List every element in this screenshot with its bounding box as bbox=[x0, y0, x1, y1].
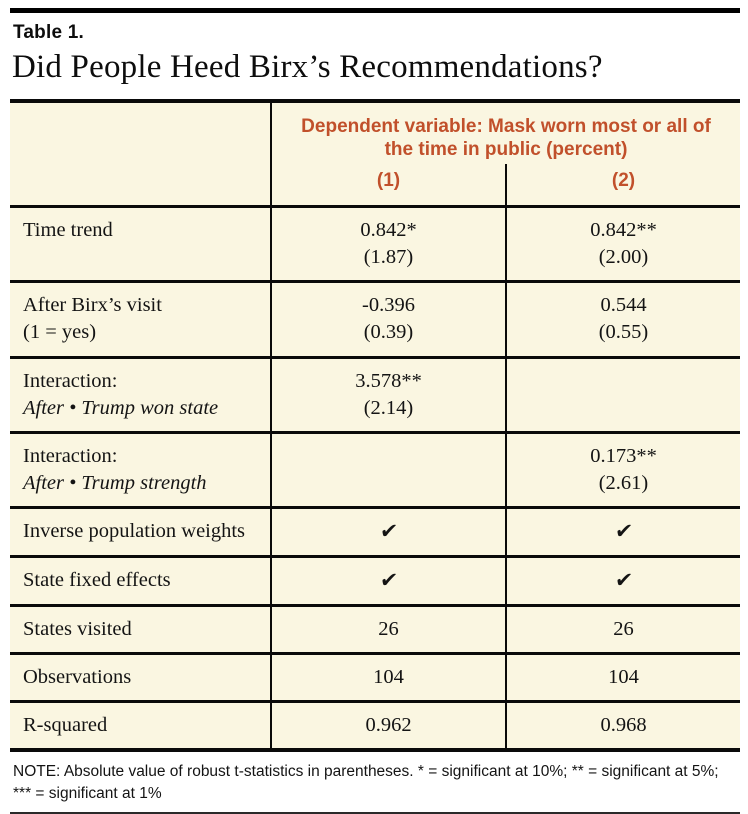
stat-value: 104 bbox=[608, 665, 639, 688]
stat-value: 26 bbox=[613, 617, 634, 640]
row-label bbox=[10, 509, 270, 555]
row-label bbox=[10, 607, 270, 652]
table-header bbox=[10, 103, 740, 208]
table-row-r-squared bbox=[10, 703, 740, 748]
coef-cell-col2 bbox=[505, 208, 740, 280]
coef-cell-col1 bbox=[270, 283, 505, 355]
table-row-after-birx-visit bbox=[10, 283, 740, 358]
row-label-text: After Birx’s visit bbox=[23, 294, 162, 317]
check-cell-col2 bbox=[505, 558, 740, 604]
t-stat-value: (0.55) bbox=[598, 321, 649, 344]
table-row-state-fixed-effects bbox=[10, 558, 740, 607]
dependent-variable-cell bbox=[270, 103, 740, 164]
coef-cell-col1 bbox=[270, 208, 505, 280]
t-stat-value: (2.61) bbox=[598, 471, 649, 494]
checkmark-icon: ✔ bbox=[378, 518, 399, 543]
coef-cell-col2-empty bbox=[505, 359, 740, 431]
page-title: Did People Heed Birx’s Recommendations? bbox=[12, 49, 603, 85]
table-note: NOTE: Absolute value of robust t-statistics in parentheses. * = significant at 10%; ** = significant at 5%; *** = significant at 1% bbox=[13, 762, 719, 802]
stat-cell-col1 bbox=[270, 703, 505, 748]
row-label bbox=[10, 655, 270, 700]
check-cell-col1 bbox=[270, 558, 505, 604]
checkmark-icon: ✔ bbox=[613, 567, 634, 592]
stat-cell-col1 bbox=[270, 655, 505, 700]
coef-value: 0.842* bbox=[360, 219, 417, 242]
row-label bbox=[10, 283, 270, 355]
stat-cell-col2 bbox=[505, 703, 740, 748]
row-label bbox=[10, 703, 270, 748]
coef-value: 0.544 bbox=[600, 294, 647, 317]
row-sublabel-text: After • Trump strength bbox=[23, 471, 207, 494]
coef-value: 0.173** bbox=[590, 444, 657, 467]
coef-cell-col1-empty bbox=[270, 434, 505, 506]
row-label-text: State fixed effects bbox=[23, 568, 171, 591]
stat-value: 104 bbox=[373, 665, 404, 688]
t-stat-value: (1.87) bbox=[363, 246, 414, 269]
row-sublabel-text: After • Trump won state bbox=[23, 396, 219, 419]
coef-value: 3.578** bbox=[355, 369, 422, 392]
column-1-header: (1) bbox=[270, 164, 505, 205]
coef-cell-col2 bbox=[505, 283, 740, 355]
table-row-time-trend bbox=[10, 208, 740, 283]
t-stat-value: (0.39) bbox=[363, 321, 414, 344]
row-label bbox=[10, 208, 270, 280]
row-label-text: R-squared bbox=[23, 713, 108, 736]
coef-value: -0.396 bbox=[362, 294, 415, 317]
check-cell-col2 bbox=[505, 509, 740, 555]
coef-value: 0.842** bbox=[590, 219, 657, 242]
dependent-variable-label: Dependent variable: Mask worn most or all of the time in public (percent) bbox=[301, 116, 711, 161]
coef-cell-col1 bbox=[270, 359, 505, 431]
row-label-text: Inverse population weights bbox=[23, 519, 246, 542]
stat-cell-col2 bbox=[505, 655, 740, 700]
header-spacer-cell bbox=[10, 103, 270, 205]
row-label bbox=[10, 434, 270, 506]
stat-value: 0.968 bbox=[600, 713, 647, 736]
top-rule bbox=[10, 8, 740, 13]
results-table bbox=[10, 99, 740, 752]
checkmark-icon: ✔ bbox=[613, 518, 634, 543]
row-label bbox=[10, 558, 270, 604]
row-label-text: Time trend bbox=[23, 219, 113, 242]
row-label-text: Observations bbox=[23, 665, 132, 688]
check-cell-col1 bbox=[270, 509, 505, 555]
stat-cell-col2 bbox=[505, 607, 740, 652]
stat-value: 0.962 bbox=[365, 713, 412, 736]
column-2-header: (2) bbox=[505, 164, 740, 205]
t-stat-value: (2.14) bbox=[363, 396, 414, 419]
row-label-text: Interaction: bbox=[23, 444, 118, 467]
stat-value: 26 bbox=[378, 617, 399, 640]
row-label-text: Interaction: bbox=[23, 369, 118, 392]
table-row-observations bbox=[10, 655, 740, 703]
table-row-interaction-trump-won-state bbox=[10, 359, 740, 434]
table-row-interaction-trump-strength bbox=[10, 434, 740, 509]
table-kicker: Table 1. bbox=[13, 22, 84, 43]
table-row-inverse-population-weights bbox=[10, 509, 740, 558]
row-sublabel-text: (1 = yes) bbox=[23, 321, 97, 344]
row-label-text: States visited bbox=[23, 617, 132, 640]
checkmark-icon: ✔ bbox=[378, 567, 399, 592]
stat-cell-col1 bbox=[270, 607, 505, 652]
row-label bbox=[10, 359, 270, 431]
table-row-states-visited bbox=[10, 607, 740, 655]
coef-cell-col2 bbox=[505, 434, 740, 506]
t-stat-value: (2.00) bbox=[598, 246, 649, 269]
